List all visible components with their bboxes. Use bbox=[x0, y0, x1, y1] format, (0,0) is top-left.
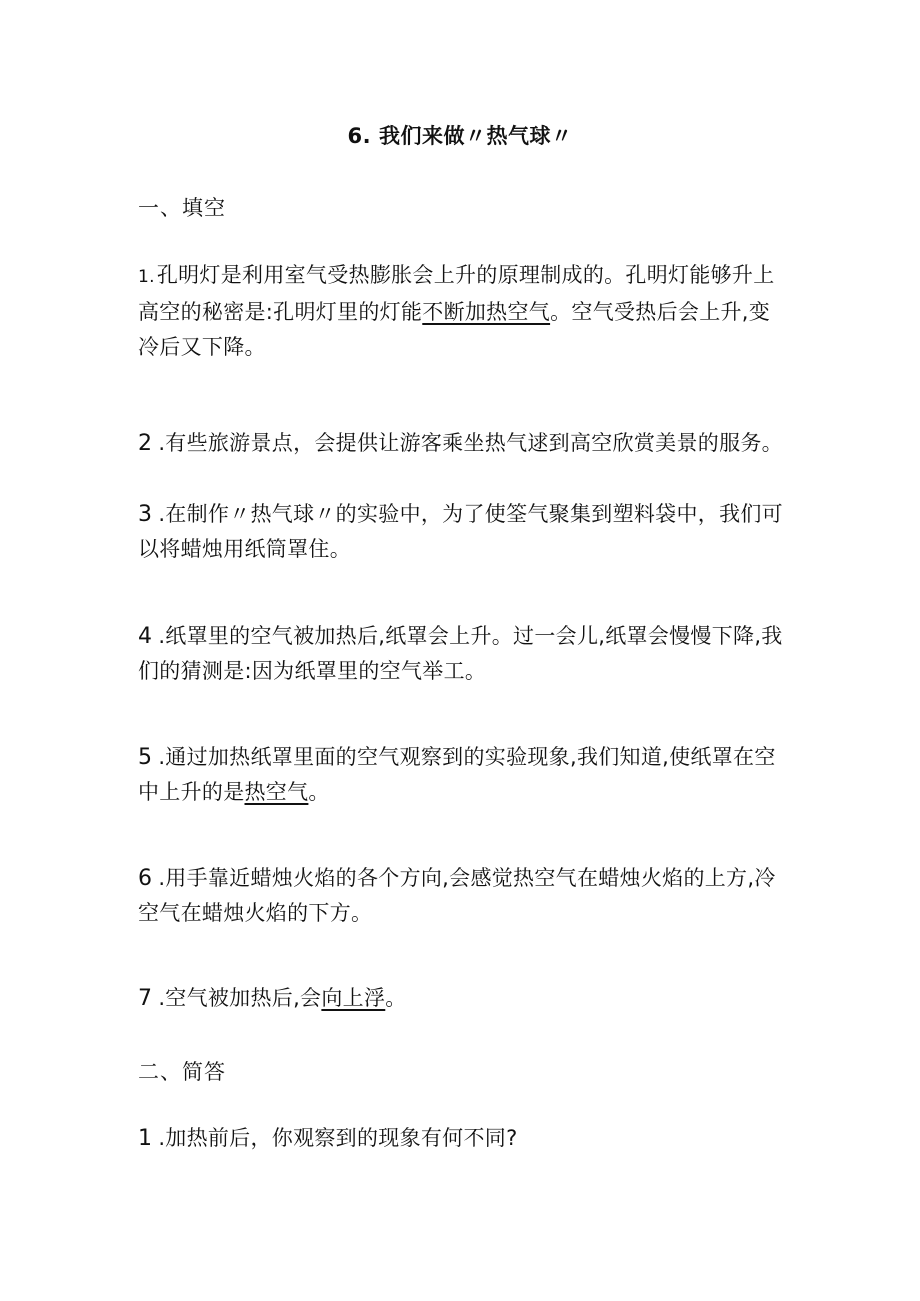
item-number: 7 bbox=[138, 986, 153, 1011]
item-answer: 热空气 bbox=[244, 780, 309, 804]
fill-item-5 bbox=[138, 740, 788, 810]
item-number: 1 bbox=[138, 1126, 153, 1151]
fill-item-7 bbox=[138, 981, 788, 1016]
item-text: .加热前后，你观察到的现象有何不同? bbox=[158, 1126, 518, 1150]
item-text-end: 。空气受热后会上升,变冷后又下降。 bbox=[138, 300, 771, 359]
item-text-end: 。 bbox=[308, 780, 330, 804]
item-number: 3 bbox=[138, 502, 153, 527]
item-text: .用手靠近蜡烛火焰的各个方向,会感觉热空气在蜡烛火焰的上方,冷空气在蜡烛火焰的下方。 bbox=[138, 866, 776, 925]
document-title: 6. 我们来做〃热气球〃 bbox=[347, 124, 573, 148]
item-text: 孔明灯是利用室气受热膨胀会上升的原理制成的。孔明灯能够升上高空的秘密是:孔明灯里的灯能 bbox=[138, 263, 775, 324]
item-text-end: 。 bbox=[385, 986, 407, 1010]
fill-item-1 bbox=[138, 258, 788, 365]
item-text: .有些旅游景点，会提供让游客乘坐热气逑到高空欣赏美景的服务。 bbox=[158, 431, 783, 455]
fill-item-6 bbox=[138, 861, 788, 931]
item-answer: 向上浮 bbox=[321, 986, 386, 1010]
short-answer-item-1 bbox=[138, 1121, 788, 1156]
section-heading-fill-in: 一、填空 bbox=[138, 196, 226, 220]
section-heading-short-answer: 二、简答 bbox=[138, 1060, 226, 1084]
item-number: 2 bbox=[138, 431, 153, 456]
item-answer: 不断加热空气 bbox=[422, 300, 551, 324]
fill-item-4 bbox=[138, 619, 788, 689]
item-text: .通过加热纸罩里面的空气观察到的实验现象,我们知道,使纸罩在空中上升的是 bbox=[138, 745, 776, 804]
item-text: .纸罩里的空气被加热后,纸罩会上升。过一会儿,纸罩会慢慢下降,我们的猜测是:因为纸罩里的空气举工。 bbox=[138, 624, 783, 683]
item-number: 4 bbox=[138, 624, 153, 649]
item-text: .在制作〃热气球〃的实验中，为了使筌气聚集到塑料袋中，我们可以将蜡烛用纸筒罩住。 bbox=[138, 502, 783, 561]
item-number: 1. bbox=[138, 267, 155, 287]
fill-item-3 bbox=[138, 497, 788, 567]
fill-item-2 bbox=[138, 426, 788, 461]
item-number: 6 bbox=[138, 866, 153, 891]
item-text: .空气被加热后,会 bbox=[158, 986, 322, 1010]
item-number: 5 bbox=[138, 745, 153, 770]
